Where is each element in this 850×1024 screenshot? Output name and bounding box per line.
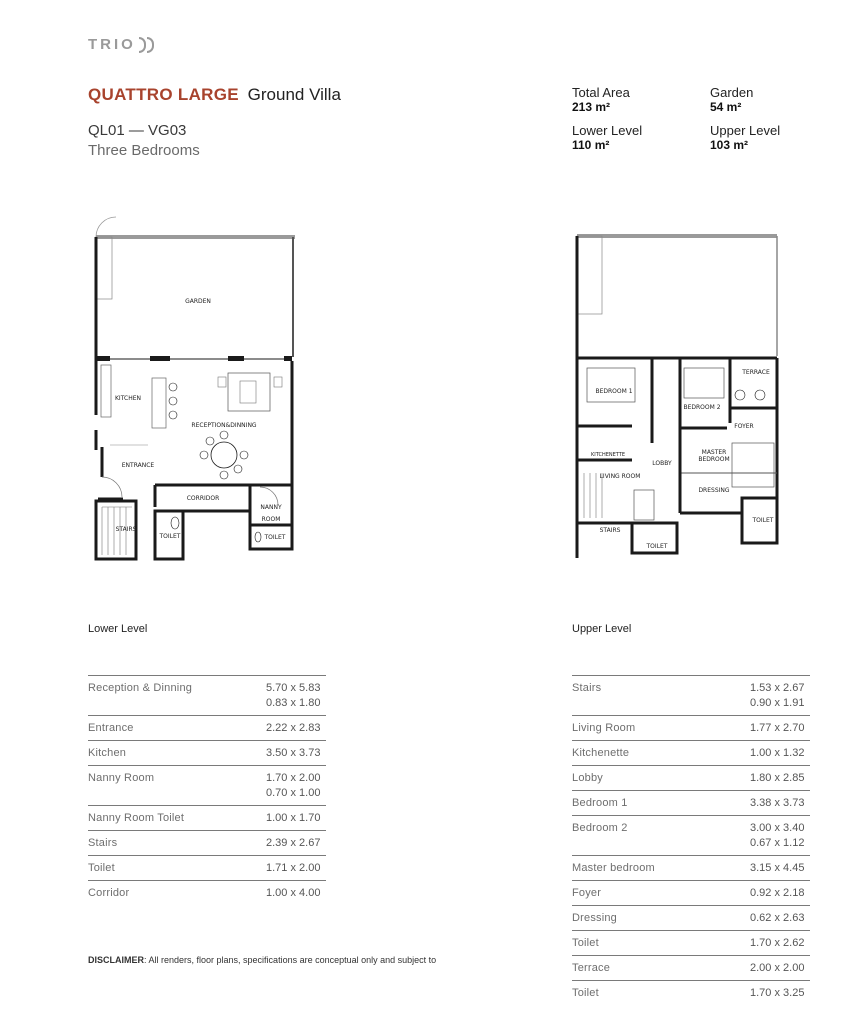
room-name: Bedroom 1	[572, 791, 750, 816]
room-name: Nanny Room	[88, 766, 266, 806]
chair	[220, 471, 228, 479]
kitchen-island	[152, 378, 166, 428]
stat-lower-level	[572, 123, 642, 152]
room-name: Kitchen	[88, 741, 266, 766]
dim-value: 3.50 x 3.73	[266, 741, 326, 766]
table-row	[572, 881, 810, 906]
dim-value: 1.77 x 2.70	[750, 716, 810, 741]
dim-value: 3.00 x 3.40	[750, 822, 805, 834]
wardrobe	[634, 490, 654, 520]
wc-fixture	[171, 517, 179, 529]
door-swing	[102, 477, 122, 497]
label-corridor: CORRIDOR	[186, 495, 220, 502]
table-row	[572, 931, 810, 956]
wall-segment	[284, 356, 292, 361]
dim-value: 0.83 x 1.80	[266, 697, 321, 709]
room-name: Lobby	[572, 766, 750, 791]
dim-value: 2.00 x 2.00	[750, 956, 810, 981]
chair	[240, 451, 248, 459]
table-row	[88, 831, 326, 856]
dim-value: 1.00 x 1.32	[750, 741, 810, 766]
label-stairs: STAIRS	[115, 526, 137, 533]
label-toilet: TOILET	[752, 517, 774, 524]
stool	[169, 397, 177, 405]
armchair	[218, 377, 226, 387]
label-stairs: STAIRS	[599, 527, 621, 534]
wall-segment	[228, 356, 244, 361]
disclaimer-label: DISCLAIMER	[88, 955, 144, 965]
room-name: Toilet	[572, 931, 750, 956]
dining-table	[211, 442, 237, 468]
room-name: Foyer	[572, 881, 750, 906]
coffee-table	[240, 381, 256, 403]
stat-value: 54 m²	[710, 100, 742, 114]
dim-value: 0.62 x 2.63	[750, 906, 810, 931]
label-terrace: TERRACE	[742, 369, 770, 376]
stat-total-area	[572, 85, 630, 114]
room-dims	[266, 676, 326, 716]
brand-logo	[88, 36, 154, 53]
label-dressing: DRESSING	[698, 487, 730, 494]
bed	[684, 368, 724, 398]
dim-value: 1.53 x 2.67	[750, 682, 805, 694]
bed	[587, 368, 635, 402]
label-room: ROOM	[261, 516, 281, 523]
stat-label: Upper Level	[710, 123, 781, 138]
label-toilet: TOILET	[646, 543, 668, 550]
stool	[169, 411, 177, 419]
upper-level-room-table	[572, 675, 810, 1005]
label-entrance: ENTRANCE	[121, 462, 155, 469]
stat-value: 213 m²	[572, 100, 611, 114]
table-row	[572, 906, 810, 931]
room-name: Nanny Room Toilet	[88, 806, 266, 831]
kitchen-counter	[101, 365, 111, 417]
stat-label: Garden	[710, 85, 754, 100]
table-row	[572, 741, 810, 766]
chair	[735, 390, 745, 400]
room-name: Entrance	[88, 716, 266, 741]
villa-type: Ground Villa	[247, 85, 341, 104]
table-row	[88, 806, 326, 831]
chair	[234, 465, 242, 473]
disclaimer-text: : All renders, floor plans, specifications are conceptual only and subject to	[144, 955, 437, 965]
label-nanny: NANNY	[260, 504, 282, 511]
dim-value: 2.22 x 2.83	[266, 716, 326, 741]
dim-value: 1.00 x 4.00	[266, 881, 326, 906]
dim-value: 3.15 x 4.45	[750, 856, 810, 881]
table-row	[88, 881, 326, 906]
table-row	[88, 676, 326, 716]
table-row	[88, 716, 326, 741]
table-row	[88, 741, 326, 766]
lower-level-label: Lower Level	[88, 623, 148, 635]
dim-value: 1.80 x 2.85	[750, 766, 810, 791]
dim-value: 0.90 x 1.91	[750, 697, 805, 709]
gate-swing	[96, 217, 116, 237]
wc-fixture	[255, 532, 261, 542]
table-row	[572, 816, 810, 856]
table-row	[88, 766, 326, 806]
room-name: Reception & Dinning	[88, 676, 266, 716]
wall-segment	[96, 356, 110, 361]
label-kitchenette: KITCHENETTE	[590, 452, 626, 458]
label-living-room: LIVING ROOM	[599, 473, 641, 480]
dim-value: 1.70 x 2.62	[750, 931, 810, 956]
chair	[200, 451, 208, 459]
upper-level-floor-plan	[572, 228, 782, 563]
room-name: Toilet	[88, 856, 266, 881]
stat-garden	[710, 85, 753, 114]
room-dims	[750, 676, 810, 716]
unit-code: QL01 — VG03	[88, 122, 187, 139]
stat-value: 103 m²	[710, 138, 749, 152]
table-row	[572, 716, 810, 741]
dim-value: 1.70 x 3.25	[750, 981, 810, 1006]
stat-value: 110 m²	[572, 138, 610, 152]
label-bedroom1: BEDROOM 1	[595, 388, 633, 395]
room-name: Kitchenette	[572, 741, 750, 766]
chair	[220, 431, 228, 439]
table-row	[572, 676, 810, 716]
label-kitchen: KITCHEN	[115, 395, 141, 402]
label-reception: RECEPTION&DINNING	[191, 422, 257, 429]
disclaimer	[88, 955, 448, 965]
room-name: Bedroom 2	[572, 816, 750, 856]
lower-level-floor-plan	[88, 215, 300, 565]
label-garden: GARDEN	[185, 298, 211, 305]
stool	[169, 383, 177, 391]
page-title	[88, 85, 341, 105]
garden-stairs	[96, 237, 112, 299]
armchair	[274, 377, 282, 387]
label-master: MASTER	[701, 449, 727, 456]
table-row	[88, 856, 326, 881]
label-bedroom: BEDROOM	[698, 456, 730, 463]
wall-segment	[150, 356, 170, 361]
room-name: Terrace	[572, 956, 750, 981]
dim-value: 0.67 x 1.12	[750, 837, 805, 849]
label-lobby: LOBBY	[652, 460, 672, 467]
bed	[732, 443, 774, 487]
sofa	[228, 373, 270, 411]
model-name: QUATTRO LARGE	[88, 85, 239, 104]
room-dims	[266, 766, 326, 806]
room-name: Dressing	[572, 906, 750, 931]
stat-label: Total Area	[572, 85, 630, 100]
bedroom-count: Three Bedrooms	[88, 142, 200, 159]
dim-value: 0.92 x 2.18	[750, 881, 810, 906]
dim-value: 3.38 x 3.73	[750, 791, 810, 816]
stat-label: Lower Level	[572, 123, 643, 138]
table-row	[572, 981, 810, 1006]
room-name: Toilet	[572, 981, 750, 1006]
dim-value: 2.39 x 2.67	[266, 831, 326, 856]
label-toilet: TOILET	[159, 533, 181, 540]
logo-arcs-icon	[139, 37, 154, 53]
dim-value: 0.70 x 1.00	[266, 787, 321, 799]
table-row	[572, 766, 810, 791]
room-dims	[750, 816, 810, 856]
room-name: Stairs	[572, 676, 750, 716]
room-name: Living Room	[572, 716, 750, 741]
dim-value: 1.70 x 2.00	[266, 772, 321, 784]
upper-level-label: Upper Level	[572, 623, 632, 635]
room-name: Master bedroom	[572, 856, 750, 881]
door-swing	[260, 487, 278, 505]
room-name: Stairs	[88, 831, 266, 856]
dim-value: 1.71 x 2.00	[266, 856, 326, 881]
logo-text: TRIO	[88, 36, 136, 53]
stat-upper-level	[710, 123, 780, 152]
dim-value: 5.70 x 5.83	[266, 682, 321, 694]
lower-level-room-table	[88, 675, 326, 905]
table-row	[572, 856, 810, 881]
label-nanny-toilet: TOILET	[264, 534, 286, 541]
garden-stairs	[577, 236, 602, 314]
label-foyer: FOYER	[734, 423, 754, 430]
dim-value: 1.00 x 1.70	[266, 806, 326, 831]
room-name: Corridor	[88, 881, 266, 906]
table-row	[572, 956, 810, 981]
label-bedroom2: BEDROOM 2	[683, 404, 721, 411]
chair	[206, 437, 214, 445]
chair	[755, 390, 765, 400]
table-row	[572, 791, 810, 816]
